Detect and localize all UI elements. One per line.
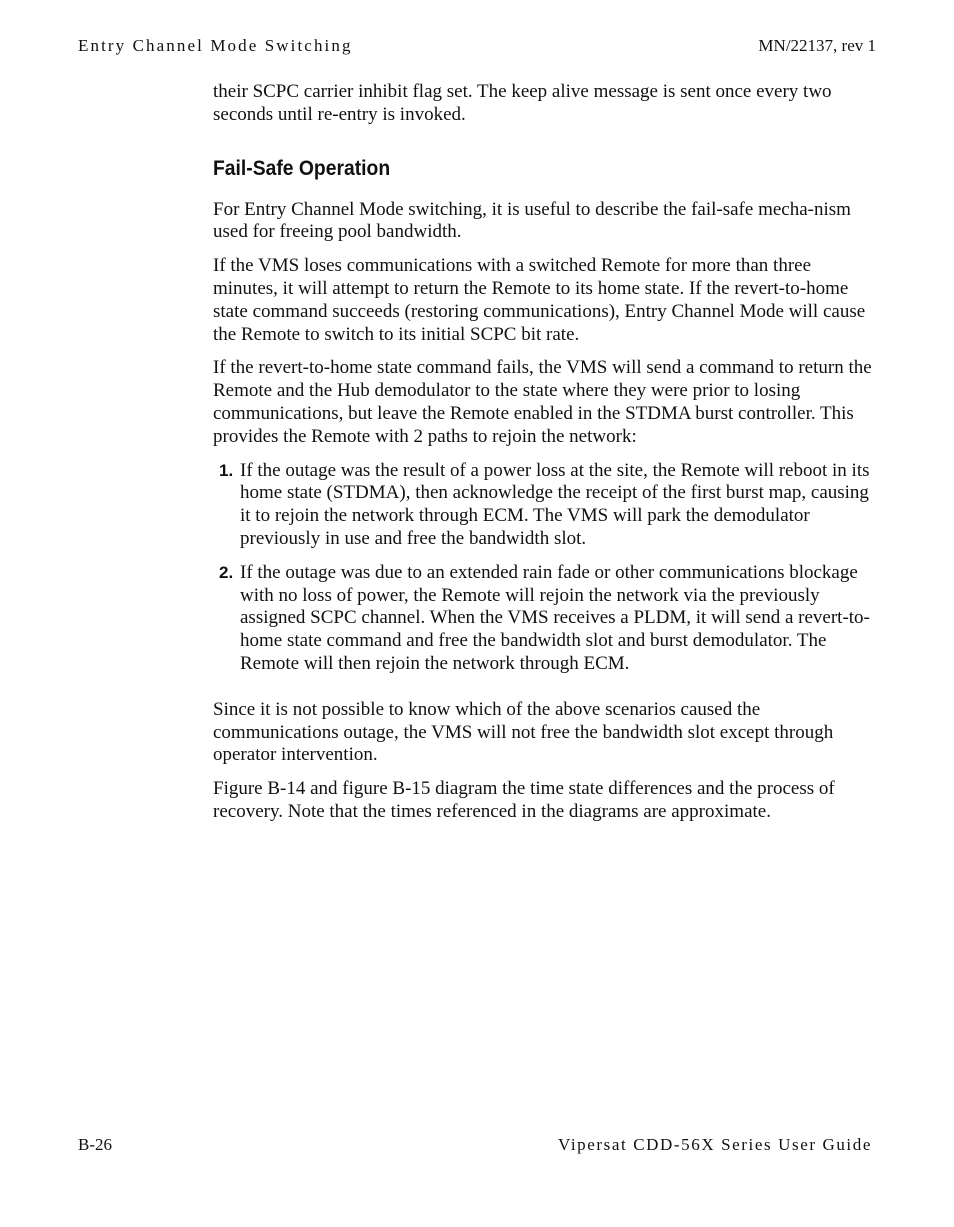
paragraph-continued: their SCPC carrier inhibit flag set. The keep alive message is sent once every two seconds until re-entry is invoked. [213,81,832,125]
section-heading: Fail-Safe Operation [213,156,391,180]
list-item-number: 1. [219,460,234,480]
paragraph-vms-loses-comms: If the VMS loses communications with a switched Remote for more than three minutes, it will attempt to return the Remote to its home state. If the revert-to-home state command succeeds (restoring communications), Entry Channel Mode will cause the Remote to switch to its initial SCPC bit rate. [213,255,866,345]
page-number: B-26 [78,1135,112,1154]
running-footer-guide-title: Vipersat CDD-56X Series User Guide [558,1135,872,1154]
list-item-text: If the outage was the result of a power loss at the site, the Remote will reboot in its home state (STDMA), then acknowledge the receipt of the first burst map, causing it to rejoin the network through ECM. The VMS will park the demodulator previously in use and free the bandwidth slot. [240,459,870,549]
list-item-text: If the outage was due to an extended rain fade or other communications blockage with no loss of power, the Remote will rejoin the network via the previously assigned SCPC channel. When the VMS receives a PLDM, it will send a revert-to-home state command and free the bandwidth slot and burst demodulator. The Remote will then rejoin the network through ECM. [240,561,870,674]
page-body [213,81,877,835]
list-item [213,460,877,551]
paragraph-operator-intervention: Since it is not possible to know which of the above scenarios caused the communications outage, the VMS will not free the bandwidth slot except through operator intervention. [213,698,834,766]
running-header-doc-number: MN/22137, rev 1 [758,36,876,55]
list-item [213,562,877,676]
paragraph-figure-reference: Figure B-14 and figure B-15 diagram the time state differences and the process of recovery. Note that the times referenced in the diagrams are approximate. [213,778,835,822]
running-header-section-title: Entry Channel Mode Switching [78,36,353,55]
paragraph-revert-fails: If the revert-to-home state command fails, the VMS will send a command to return the Remote and the Hub demodulator to the state where they were prior to losing communications, but leave the Remote enabled in the STDMA burst controller. This provides the Remote with 2 paths to rejoin the network: [213,357,872,447]
paragraph-intro: For Entry Channel Mode switching, it is useful to describe the fail-safe mecha-nism used for freeing pool bandwidth. [213,198,851,243]
list-item-number: 2. [219,562,234,582]
recovery-paths-list [213,460,877,676]
